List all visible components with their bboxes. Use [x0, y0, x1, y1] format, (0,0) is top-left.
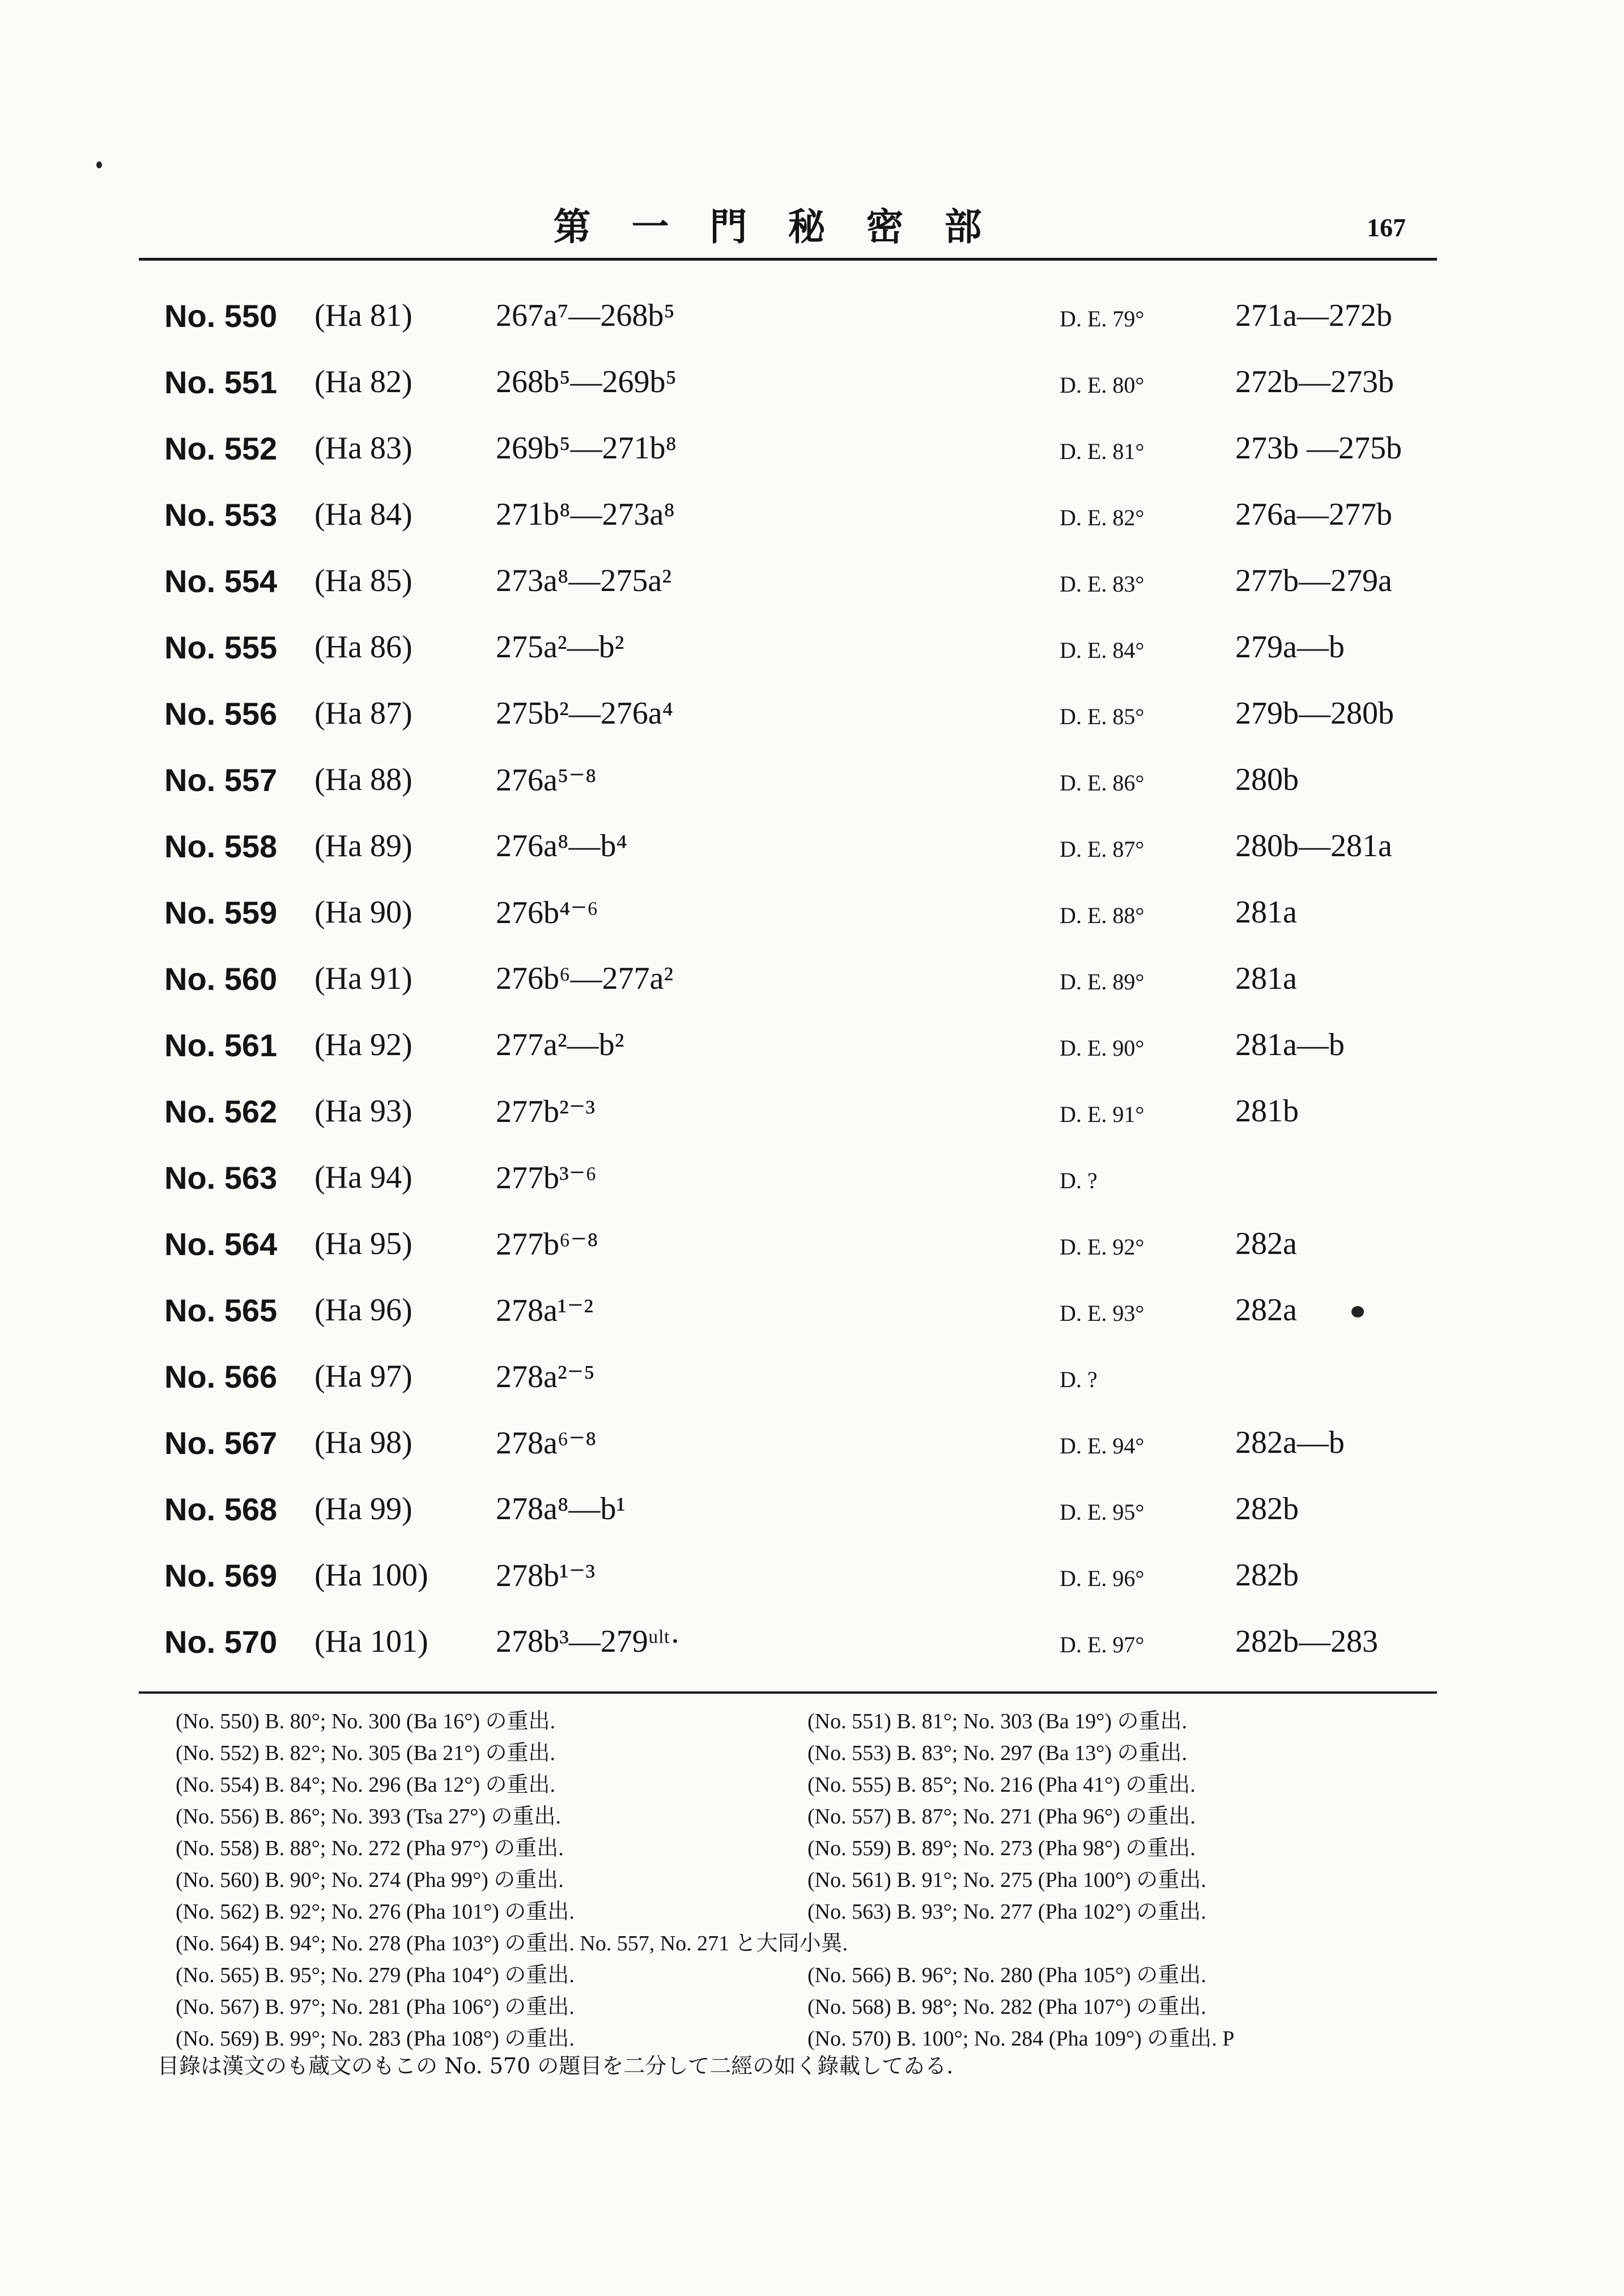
de-reference: D. E. 97° [1060, 1632, 1145, 1657]
scan-speck [96, 161, 102, 168]
page-range: 281a [1235, 895, 1297, 930]
folio-range: 278b³—279ᵘˡᵗ· [496, 1624, 681, 1659]
de-reference: D. E. 94° [1060, 1433, 1145, 1459]
de-reference: D. E. 88° [1060, 903, 1145, 928]
de-reference: D. E. 82° [1060, 505, 1145, 530]
footnote-left: (No. 560) B. 90°; No. 274 (Pha 99°) の重出. [176, 1868, 564, 1892]
ha-reference: (Ha 94) [314, 1160, 413, 1195]
de-reference: D. E. 83° [1060, 571, 1145, 597]
entry-number: No. 557 [164, 762, 278, 798]
catalog-entry [164, 762, 1468, 828]
de-reference: D. E. 80° [1060, 372, 1145, 398]
footnotes [176, 1706, 1451, 2055]
entry-number: No. 569 [164, 1558, 278, 1593]
entry-number: No. 552 [164, 431, 278, 466]
ha-reference: (Ha 87) [314, 696, 413, 731]
footnote-right: (No. 561) B. 91°; No. 275 (Pha 100°) の重出. [807, 1868, 1206, 1892]
footnote-right: (No. 559) B. 89°; No. 273 (Pha 98°) の重出. [807, 1836, 1196, 1860]
footnote-right: (No. 568) B. 98°; No. 282 (Pha 107°) の重出. [807, 1995, 1206, 2019]
footnote-row [176, 1801, 1451, 1832]
footnote-left: (No. 556) B. 86°; No. 393 (Tsa 27°) の重出. [176, 1805, 562, 1829]
page-range: 281a [1235, 961, 1297, 996]
footnote-left: (No. 565) B. 95°; No. 279 (Pha 104°) の重出. [176, 1963, 575, 1987]
page-range: 280b [1235, 762, 1299, 797]
de-reference: D. E. 92° [1060, 1234, 1145, 1260]
folio-range: 277b²⁻³ [496, 1094, 596, 1129]
footnote-row [176, 1959, 1451, 1991]
ha-reference: (Ha 98) [314, 1425, 413, 1460]
entry-number: No. 564 [164, 1226, 278, 1262]
catalog-entry [164, 894, 1468, 960]
folio-range: 278a¹⁻² [496, 1293, 593, 1328]
page-range: 280b—281a [1235, 828, 1392, 864]
footnote-left: (No. 552) B. 82°; No. 305 (Ba 21°) の重出. [176, 1741, 556, 1765]
footnote-row [176, 1769, 1451, 1801]
folio-range: 269b⁵—271b⁸ [496, 431, 677, 466]
ha-reference: (Ha 91) [314, 961, 413, 996]
footnote-row [176, 1896, 1451, 1928]
page-range: 282b—283 [1235, 1624, 1378, 1659]
folio-range: 276a⁸—b⁴ [496, 828, 627, 864]
entry-number: No. 567 [164, 1425, 278, 1461]
entry-number: No. 550 [164, 298, 278, 334]
footnote-left: (No. 567) B. 97°; No. 281 (Pha 106°) の重出. [176, 1995, 575, 2019]
ha-reference: (Ha 93) [314, 1094, 413, 1129]
entry-number: No. 568 [164, 1491, 278, 1527]
folio-range: 278b¹⁻³ [496, 1558, 596, 1593]
catalog-entry [164, 364, 1468, 430]
page-title: 第一門秘密部 [553, 205, 1023, 249]
catalog-entry [164, 1623, 1468, 1690]
footnote-left: (No. 564) B. 94°; No. 278 (Pha 103°) の重出. No. 557, No. 271 と大同小異. [176, 1932, 848, 1955]
ha-reference: (Ha 89) [314, 828, 413, 864]
page-range: 272b—273b [1235, 364, 1394, 399]
folio-range: 277b⁶⁻⁸ [496, 1227, 598, 1262]
de-reference: D. ? [1060, 1367, 1098, 1392]
de-reference: D. E. 89° [1060, 969, 1145, 994]
footnote-row [176, 1864, 1451, 1896]
de-reference: D. E. 93° [1060, 1300, 1145, 1326]
de-reference: D. E. 79° [1060, 306, 1145, 331]
footnote-row [176, 1737, 1451, 1769]
entry-number: No. 554 [164, 563, 278, 599]
page-range: 282a—b [1235, 1425, 1345, 1460]
footnote-row [176, 1706, 1451, 1737]
page-header [139, 190, 1437, 261]
ha-reference: (Ha 96) [314, 1292, 413, 1328]
ha-reference: (Ha 99) [314, 1491, 413, 1527]
page-range: 282b [1235, 1558, 1299, 1593]
ha-reference: (Ha 101) [314, 1624, 428, 1659]
de-reference: D. E. 84° [1060, 637, 1145, 663]
entry-number: No. 553 [164, 497, 278, 533]
catalog-entry [164, 960, 1468, 1027]
page-range: 279b—280b [1235, 696, 1394, 731]
entry-number: No. 561 [164, 1027, 278, 1063]
folio-range: 277b³⁻⁶ [496, 1160, 597, 1196]
entry-number: No. 558 [164, 828, 278, 864]
footnote-right: (No. 557) B. 87°; No. 271 (Pha 96°) の重出. [807, 1805, 1196, 1829]
catalog-entry [164, 629, 1468, 695]
page-range: 271a—272b [1235, 298, 1392, 333]
folio-range: 275b²—276a⁴ [496, 696, 674, 731]
catalog-entry [164, 828, 1468, 894]
footnote-right: (No. 555) B. 85°; No. 216 (Pha 41°) の重出. [807, 1773, 1196, 1797]
catalog-entry [164, 1226, 1468, 1292]
catalog-entry [164, 430, 1468, 496]
ha-reference: (Ha 81) [314, 298, 413, 333]
catalog-entry [164, 1027, 1468, 1093]
entry-number: No. 556 [164, 696, 278, 732]
folio-range: 276b⁴⁻⁶ [496, 895, 598, 930]
folio-range: 273a⁸—275a² [496, 563, 672, 598]
ha-reference: (Ha 86) [314, 630, 413, 665]
ha-reference: (Ha 82) [314, 364, 413, 399]
page-range: 273b —275b [1235, 431, 1402, 466]
folio-range: 267a⁷—268b⁵ [496, 298, 675, 333]
catalog-entries [164, 297, 1468, 1690]
de-reference: D. E. 85° [1060, 704, 1145, 729]
footnote-closing-line: 目錄は漢文のも蔵文のもこの No. 570 の題目を二分して二經の如く錄載してゐる. [158, 2053, 954, 2078]
de-reference: D. ? [1060, 1168, 1098, 1193]
catalog-entry [164, 1292, 1468, 1358]
ha-reference: (Ha 92) [314, 1027, 413, 1062]
footnote-row [176, 1991, 1451, 2023]
catalog-entry [164, 695, 1468, 762]
page-range: 281a—b [1235, 1027, 1345, 1062]
folio-range: 278a⁶⁻⁸ [496, 1426, 597, 1461]
footnote-right: (No. 566) B. 96°; No. 280 (Pha 105°) の重出. [807, 1963, 1206, 1987]
catalog-entry [164, 496, 1468, 563]
catalog-entry [164, 1557, 1468, 1623]
ha-reference: (Ha 95) [314, 1226, 413, 1261]
page-range: 282a [1235, 1226, 1297, 1261]
page-number: 167 [1367, 213, 1406, 242]
ha-reference: (Ha 88) [314, 762, 413, 797]
catalog-entry [164, 1491, 1468, 1557]
ha-reference: (Ha 97) [314, 1359, 413, 1394]
footnote-right: (No. 551) B. 81°; No. 303 (Ba 19°) の重出. [807, 1710, 1188, 1733]
ha-reference: (Ha 90) [314, 895, 413, 930]
scan-speck [1351, 1306, 1364, 1317]
footnote-left: (No. 562) B. 92°; No. 276 (Pha 101°) の重出. [176, 1900, 575, 1924]
footnote-right: (No. 570) B. 100°; No. 284 (Pha 109°) の重出. P [807, 2027, 1235, 2051]
entry-number: No. 565 [164, 1292, 278, 1328]
page-range: 277b—279a [1235, 563, 1392, 598]
page-range: 276a—277b [1235, 497, 1392, 532]
entry-number: No. 555 [164, 630, 278, 665]
entry-number: No. 562 [164, 1094, 278, 1129]
ha-reference: (Ha 83) [314, 431, 413, 466]
entry-number: No. 570 [164, 1624, 278, 1660]
catalog-entry [164, 1159, 1468, 1226]
footnote-left: (No. 558) B. 88°; No. 272 (Pha 97°) の重出. [176, 1836, 564, 1860]
notes-divider [139, 1691, 1437, 1694]
footnote-row [176, 1832, 1451, 1864]
catalog-entry [164, 1093, 1468, 1159]
entry-number: No. 563 [164, 1160, 278, 1196]
page-range: 282a [1235, 1292, 1297, 1328]
catalog-entry [164, 1425, 1468, 1491]
footnote-right: (No. 553) B. 83°; No. 297 (Ba 13°) の重出. [807, 1741, 1188, 1765]
de-reference: D. E. 91° [1060, 1102, 1145, 1127]
folio-range: 278a⁸—b¹ [496, 1491, 626, 1527]
entry-number: No. 559 [164, 895, 278, 930]
catalog-entry [164, 1358, 1468, 1425]
folio-range: 268b⁵—269b⁵ [496, 364, 677, 399]
page-range: 282b [1235, 1491, 1299, 1527]
ha-reference: (Ha 100) [314, 1558, 428, 1593]
page-range: 281b [1235, 1094, 1299, 1129]
catalog-entry [164, 297, 1468, 364]
de-reference: D. E. 95° [1060, 1499, 1145, 1525]
footnote-row [176, 1928, 1451, 1959]
ha-reference: (Ha 85) [314, 563, 413, 598]
folio-range: 276b⁶—277a² [496, 961, 674, 996]
folio-range: 271b⁸—273a⁸ [496, 497, 675, 532]
ha-reference: (Ha 84) [314, 497, 413, 532]
catalog-entry [164, 563, 1468, 629]
de-reference: D. E. 90° [1060, 1035, 1145, 1061]
footnote-left: (No. 569) B. 99°; No. 283 (Pha 108°) の重出. [176, 2027, 575, 2051]
footnote-right: (No. 563) B. 93°; No. 277 (Pha 102°) の重出. [807, 1900, 1206, 1924]
de-reference: D. E. 87° [1060, 836, 1145, 862]
page-range: 279a—b [1235, 630, 1345, 665]
folio-range: 277a²—b² [496, 1027, 624, 1062]
folio-range: 275a²—b² [496, 630, 624, 665]
entry-number: No. 551 [164, 364, 278, 400]
entry-number: No. 560 [164, 961, 278, 997]
folio-range: 278a²⁻⁵ [496, 1359, 595, 1394]
entry-number: No. 566 [164, 1359, 278, 1394]
folio-range: 276a⁵⁻⁸ [496, 763, 597, 798]
footnote-left: (No. 554) B. 84°; No. 296 (Ba 12°) の重出. [176, 1773, 556, 1797]
de-reference: D. E. 96° [1060, 1566, 1145, 1591]
de-reference: D. E. 86° [1060, 770, 1145, 796]
de-reference: D. E. 81° [1060, 439, 1145, 464]
footnote-left: (No. 550) B. 80°; No. 300 (Ba 16°) の重出. [176, 1710, 556, 1733]
